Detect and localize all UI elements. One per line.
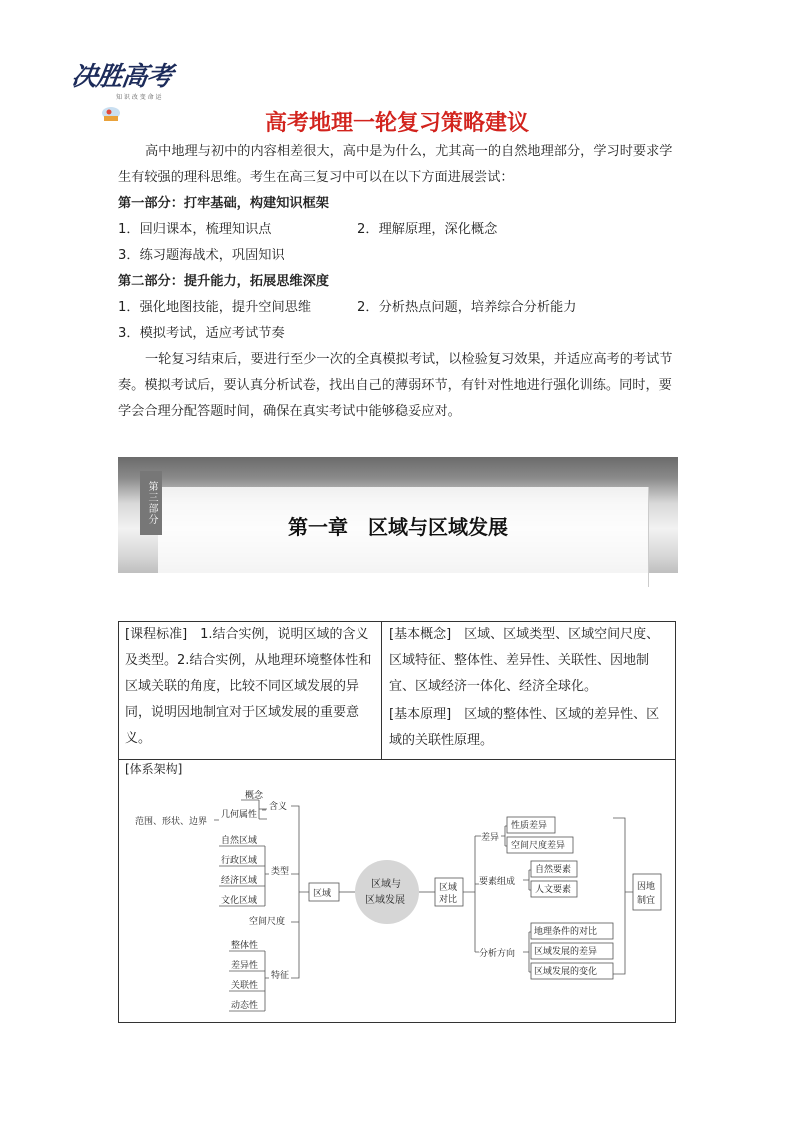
diagram-type-3: 文化区域 <box>221 896 258 906</box>
diagram-center-2: 区域发展 <box>365 895 405 906</box>
diagram-gainian: 概念 <box>245 791 264 801</box>
logo-text: 决胜高考 <box>69 62 174 92</box>
diagram-chayi-1: 空间尺度差异 <box>511 841 566 851</box>
course-standard: [课程标准] 1.结合实例，说明区域的含义及类型。2.结合实例，从地理环境整体性和区域关联的角度，比较不同区域发展的异同，说明因地制宜对于区域发展的重要意义。 <box>125 627 372 746</box>
diagram-far-right-1: 因地 <box>637 882 656 892</box>
diagram-fenxi-0: 地理条件的对比 <box>534 927 598 937</box>
diagram-yaosu-1: 人文要素 <box>535 885 572 895</box>
diagram-fenxi: 分析方向 <box>479 949 516 959</box>
diagram-right-root-1: 区域 <box>439 883 458 893</box>
diagram-yaosu-0: 自然要素 <box>535 865 572 875</box>
diagram-right-root-2: 对比 <box>439 895 458 905</box>
diagram-trait-3: 动态性 <box>231 1001 259 1011</box>
part2-row <box>118 295 678 321</box>
logo-subtext: 知 识 改 变 命 运 <box>116 94 162 101</box>
framework-diagram <box>119 762 675 1022</box>
diagram-trait-2: 关联性 <box>231 981 259 991</box>
table-divider-vertical <box>381 622 382 759</box>
closing-paragraph: 一轮复习结束后，要进行至少一次的全真模拟考试，以检验复习效果，并适应高考的考试节奏。模拟考试后，要认真分析试卷，找出自己的薄弱环节，有针对性地进行强化训练。同时，要学会合理分配答题时间，确保在真实考试中能够稳妥应对。 <box>118 352 673 419</box>
basic-principles: [基本原理] 区域的整体性、区域的差异性、区域的关联性原理。 <box>389 707 660 748</box>
diagram-chayi-0: 性质差异 <box>511 821 548 831</box>
part1-item2: 2．理解原理，深化概念 <box>357 222 498 237</box>
diagram-type-2: 经济区域 <box>221 876 258 886</box>
diagram-jihe: 几何属性 <box>221 810 258 820</box>
table-divider-horizontal <box>119 759 675 760</box>
page-title: 高考地理一轮复习策略建议 <box>264 111 529 136</box>
chapter-title: 第一章 区域与区域发展 <box>288 515 508 539</box>
part1-item3: 3．练习题海战术，巩固知识 <box>118 248 285 263</box>
intro-section <box>118 139 678 425</box>
diagram-type-0: 自然区域 <box>221 836 258 846</box>
part1-item1: 1．回归课本，梳理知识点 <box>118 222 272 237</box>
part1-row <box>118 217 678 243</box>
diagram-chayi: 差异 <box>481 833 500 843</box>
framework-label: [体系架构] <box>125 762 183 776</box>
diagram-chidu: 空间尺度 <box>249 917 286 927</box>
part1-heading: 第一部分：打牢基础，构建知识框架 <box>118 196 329 211</box>
diagram-type-1: 行政区域 <box>221 856 258 866</box>
diagram-fanwei: 范围、形状、边界 <box>135 817 208 827</box>
part2-item3: 3．模拟考试，适应考试节奏 <box>118 326 285 341</box>
chapter-banner <box>118 457 678 587</box>
part2-row-2 <box>118 321 678 347</box>
diagram-center-1: 区域与 <box>371 879 401 890</box>
banner-part-tab: 第三部分 <box>140 471 162 535</box>
diagram-yaosu: 要素组成 <box>479 877 516 887</box>
diagram-fenxi-2: 区域发展的变化 <box>534 967 598 977</box>
diagram-fenxi-1: 区域发展的差异 <box>534 947 598 957</box>
course-table <box>118 621 676 1023</box>
part2-item2: 2．分析热点问题，培养综合分析能力 <box>357 300 577 315</box>
part2-heading: 第二部分：提升能力，拓展思维深度 <box>118 274 329 289</box>
diagram-leixing: 类型 <box>271 867 290 877</box>
basic-concepts: [基本概念] 区域、区域类型、区域空间尺度、区域特征、整体性、差异性、关联性、因地制宜、区域经济一体化、经济全球化。 <box>389 627 660 694</box>
diagram-trait-0: 整体性 <box>231 941 259 951</box>
diagram-tezheng: 特征 <box>271 971 290 981</box>
diagram-far-right-2: 制宜 <box>637 896 656 906</box>
diagram-left-root: 区域 <box>313 889 332 899</box>
part2-item1: 1．强化地图技能，提升空间思维 <box>118 300 312 315</box>
diagram-trait-1: 差异性 <box>231 961 259 971</box>
intro-paragraph: 高中地理与初中的内容相差很大，高中是为什么，尤其高一的自然地理部分，学习时要求学生有较强的理科思维。考生在高三复习中可以在以下方面进展尝试： <box>118 144 673 185</box>
diagram-hanyi: 含义 <box>269 802 288 812</box>
part1-row-2 <box>118 243 678 269</box>
